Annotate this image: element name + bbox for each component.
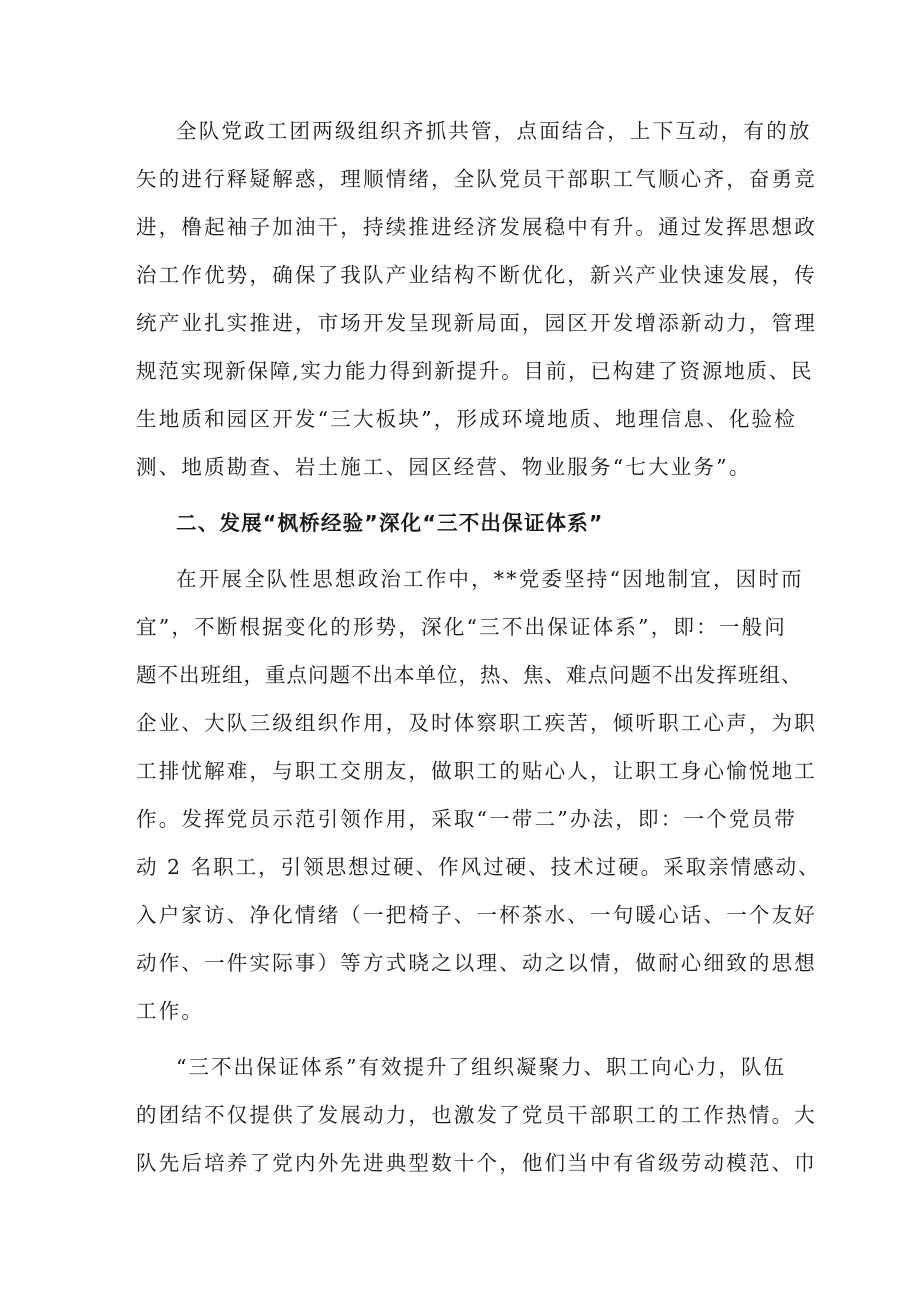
paragraph-1-line-2: 矢的进行释疑解惑，理顺情绪，全队党员干部职工气顺心齐，奋勇竞 bbox=[136, 167, 817, 191]
paragraph-2-line-10: 工作。 bbox=[136, 999, 205, 1023]
paragraph-2-line-9: 动作、一件实际事）等方式晓之以理、动之以情，做耐心细致的思想 bbox=[136, 951, 817, 975]
paragraph-2-line-2: 宜”，不断根据变化的形势，深化“三不出保证体系”，即：一般问 bbox=[136, 615, 787, 639]
paragraph-2-line-3: 题不出班组，重点问题不出本单位，热、焦、难点问题不出发挥班组、 bbox=[136, 663, 803, 687]
paragraph-2-line-6: 作。发挥党员示范引领作用，采取“一带二”办法，即：一个党员带 bbox=[136, 807, 797, 831]
paragraph-2-line-8: 入户家访、净化情绪（一把椅子、一杯茶水、一句暖心话、一个友好 bbox=[136, 903, 817, 927]
paragraph-2-line-1: 在开展全队性思想政治工作中，**党委坚持“因地制宜，因时而 bbox=[176, 567, 804, 591]
paragraph-1-line-7: 生地质和园区开发“三大板块”，形成环境地质、地理信息、化验检 bbox=[136, 407, 797, 431]
paragraph-2-line-4: 企业、大队三级组织作用，及时体察职工疾苦，倾听职工心声，为职 bbox=[136, 711, 817, 735]
paragraph-1-line-6: 规范实现新保障,实力能力得到新提升。目前，已构建了资源地质、民 bbox=[136, 359, 814, 383]
paragraph-3-line-3: 队先后培养了党内外先进典型数十个，他们当中有省级劳动模范、巾 bbox=[136, 1151, 817, 1175]
paragraph-1-line-5: 统产业扎实推进，市场开发呈现新局面，园区开发增添新动力，管理 bbox=[136, 311, 817, 335]
paragraph-1-line-4: 治工作优势，确保了我队产业结构不断优化，新兴产业快速发展，传 bbox=[136, 263, 817, 287]
paragraph-3-line-2: 的团结不仅提供了发展动力，也激发了党员干部职工的工作热情。大 bbox=[136, 1103, 817, 1127]
paragraph-1-line-8: 测、地质勘查、岩土施工、园区经营、物业服务“七大业务”。 bbox=[136, 455, 752, 479]
section-heading: 二、发展“枫桥经验”深化“三不出保证体系” bbox=[176, 511, 604, 535]
paragraph-2-line-5: 工排忧解难，与职工交朋友，做职工的贴心人，让职工身心愉悦地工 bbox=[136, 759, 817, 783]
paragraph-2-line-7: 动 2 名职工，引领思想过硬、作风过硬、技术过硬。采取亲情感动、 bbox=[136, 855, 821, 879]
paragraph-3-line-1: “三不出保证体系”有效提升了组织凝聚力、职工向心力，队伍 bbox=[176, 1055, 786, 1079]
paragraph-1-line-3: 进，橹起袖子加油干，持续推进经济发展稳中有升。通过发挥思想政 bbox=[136, 215, 817, 239]
paragraph-1-line-1: 全队党政工团两级组织齐抓共管，点面结合，上下互动，有的放 bbox=[176, 119, 812, 143]
